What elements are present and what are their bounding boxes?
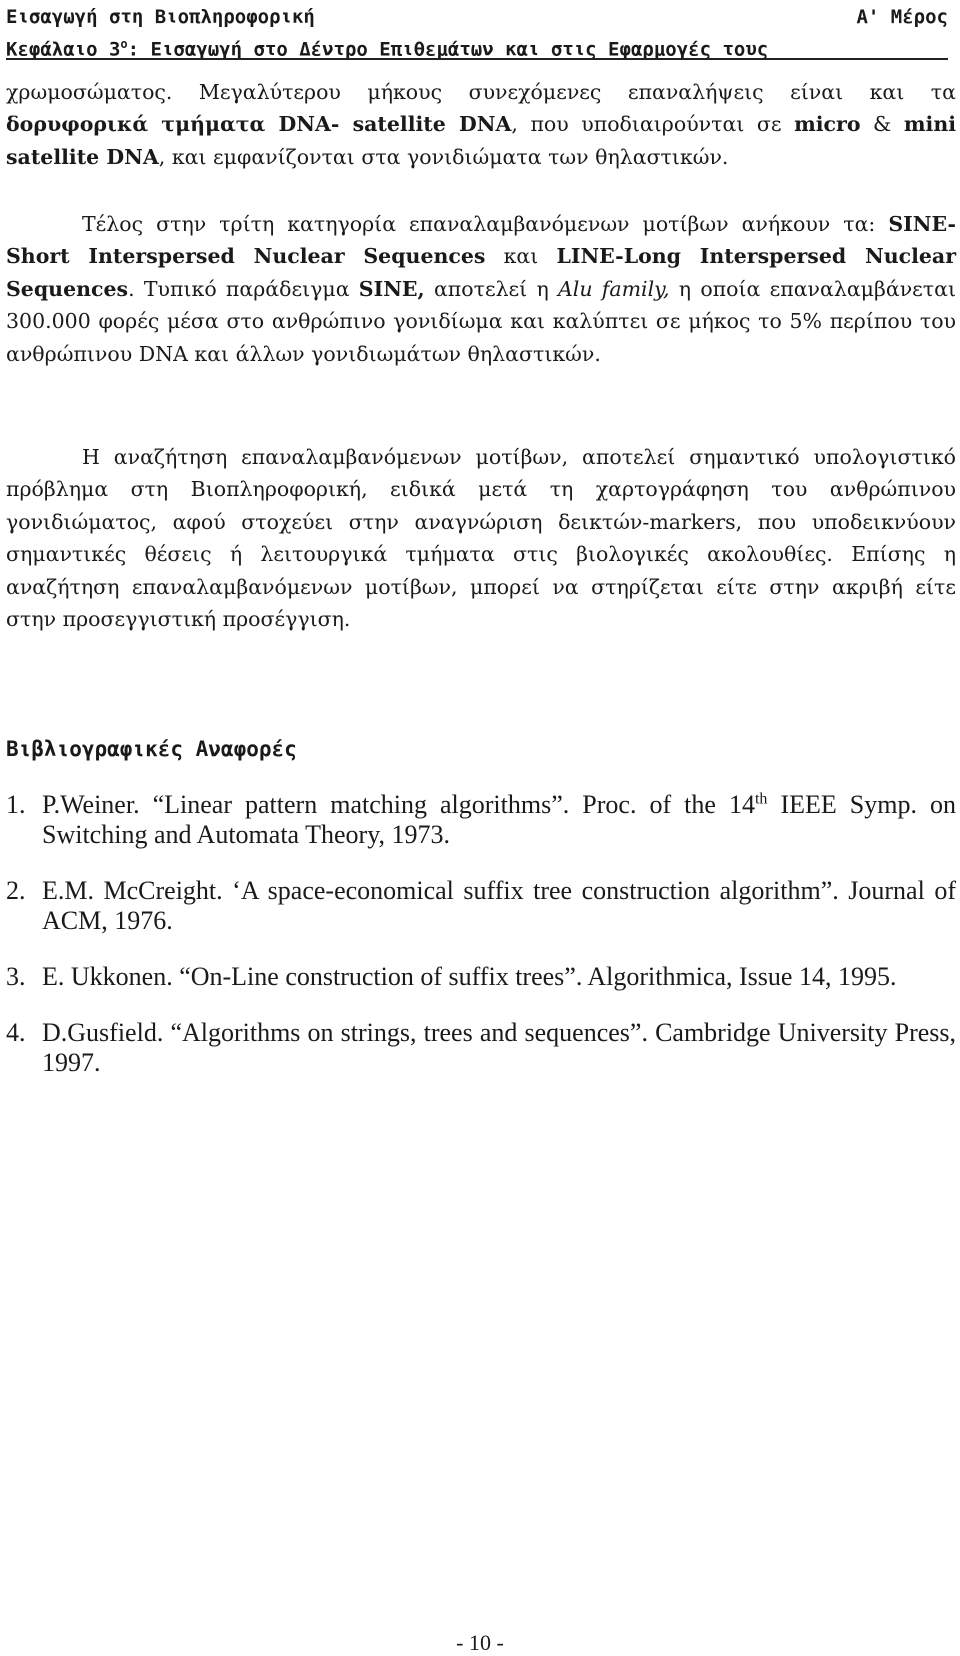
bold-term: δορυφορικά τμήματα DNA- satellite DNA [6, 112, 512, 137]
italic-term: Alu family, [558, 276, 670, 301]
reference-item [6, 962, 956, 992]
chapter-prefix: Κεφάλαιο 3 [6, 38, 121, 61]
bold-term: SINE-Short Interspersed Nuclear Sequences [6, 212, 956, 269]
reference-text: P.Weiner. “Linear pattern matching algorithms”. Proc. of the 14 [42, 790, 755, 819]
chapter-name: : Εισαγωγή στο Δέντρο Επιθεμάτων και στις Εφαρμογές τους [127, 38, 769, 61]
reference-text-cont: IEEE Symp. on Switching and Automata Theory, 1973. [42, 790, 956, 849]
running-header [6, 4, 948, 61]
paragraph-satellite-dna [6, 76, 956, 173]
reference-number: 4. [6, 1018, 26, 1047]
text-run: η οποία επαναλαμβάνεται 300.000 φορές μέσα στο ανθρώπινο γονιδίωμα και καλύπτει σε μήκος το 5% περίπου του ανθρώπινου DNA και άλλων γονιδιωμάτων θηλαστικών. [6, 276, 956, 366]
reference-number: 1. [6, 790, 26, 819]
reference-text: E.M. McCreight. ‘A space-economical suffix tree construction algorithm”. Journal of ACM, 1976. [42, 876, 956, 935]
reference-superscript: th [754, 790, 768, 808]
text-run: χρωμοσώματος. Μεγαλύτερου μήκους συνεχόμενες επαναλήψεις είναι και τα [6, 80, 956, 104]
reference-item [6, 790, 956, 850]
reference-text: E. Ukkonen. “On-Line construction of suffix trees”. Algorithmica, Issue 14, 1995. [42, 962, 897, 991]
text-run: . Τυπικό παράδειγμα [128, 276, 359, 301]
bold-term: LINE-Long Interspersed Nuclear Sequences [6, 244, 956, 301]
text-run: , και εμφανίζονται στα γονιδιώματα των θηλαστικών. [158, 144, 729, 169]
reference-number: 3. [6, 962, 26, 991]
reference-list [6, 790, 956, 1104]
header-rule [6, 58, 948, 60]
reference-item [6, 876, 956, 936]
header-row-chapter [6, 31, 948, 61]
part-label: Α' Μέρος [856, 6, 948, 28]
header-row-top [6, 4, 948, 31]
chapter-title [6, 31, 769, 61]
reference-text: D.Gusfield. “Algorithms on strings, trees and sequences”. Cambridge University Press, 1997. [42, 1018, 956, 1077]
book-title: Εισαγωγή στη Βιοπληροφορική [6, 6, 315, 28]
text-run: αποτελεί η [424, 276, 558, 301]
page-number: - 10 - [456, 1630, 504, 1655]
reference-item [6, 1018, 956, 1078]
paragraph-sine-line [6, 208, 956, 370]
text-run: και [485, 244, 557, 269]
bibliography-heading: Βιβλιογραφικές Αναφορές [6, 737, 297, 761]
text-run: Τέλος στην τρίτη κατηγορία επαναλαμβανόμενων μοτίβων ανήκουν τα: [82, 212, 889, 236]
text-run: & [860, 112, 904, 137]
bold-term: mini satellite DNA [6, 112, 957, 169]
reference-number: 2. [6, 876, 26, 905]
bold-term: micro [794, 112, 861, 137]
chapter-ordinal: ο [120, 37, 128, 51]
bold-term: SINE, [358, 276, 425, 301]
text-run: , που υποδιαιρούνται σε [511, 112, 795, 137]
paragraph-motif-search: Η αναζήτηση επαναλαμβανόμενων μοτίβων, αποτελεί σημαντικό υπολογιστικό πρόβλημα στη Βιοπληροφορική, ειδικά μετά τη χαρτογράφηση του ανθρώπινου γονιδιώματος, αφού στοχεύει στην αναγνώριση δεικτών-markers, που υποδεικνύουν σημαντικές θέσεις ή λειτουργικά τμήματα στις βιολογικές ακολουθίες. Επίσης η αναζήτηση επαναλαμβανόμενων μοτίβων, μπορεί να στηρίζεται είτε στην ακριβή είτε στην προσεγγιστική προσέγγιση. [6, 445, 956, 632]
